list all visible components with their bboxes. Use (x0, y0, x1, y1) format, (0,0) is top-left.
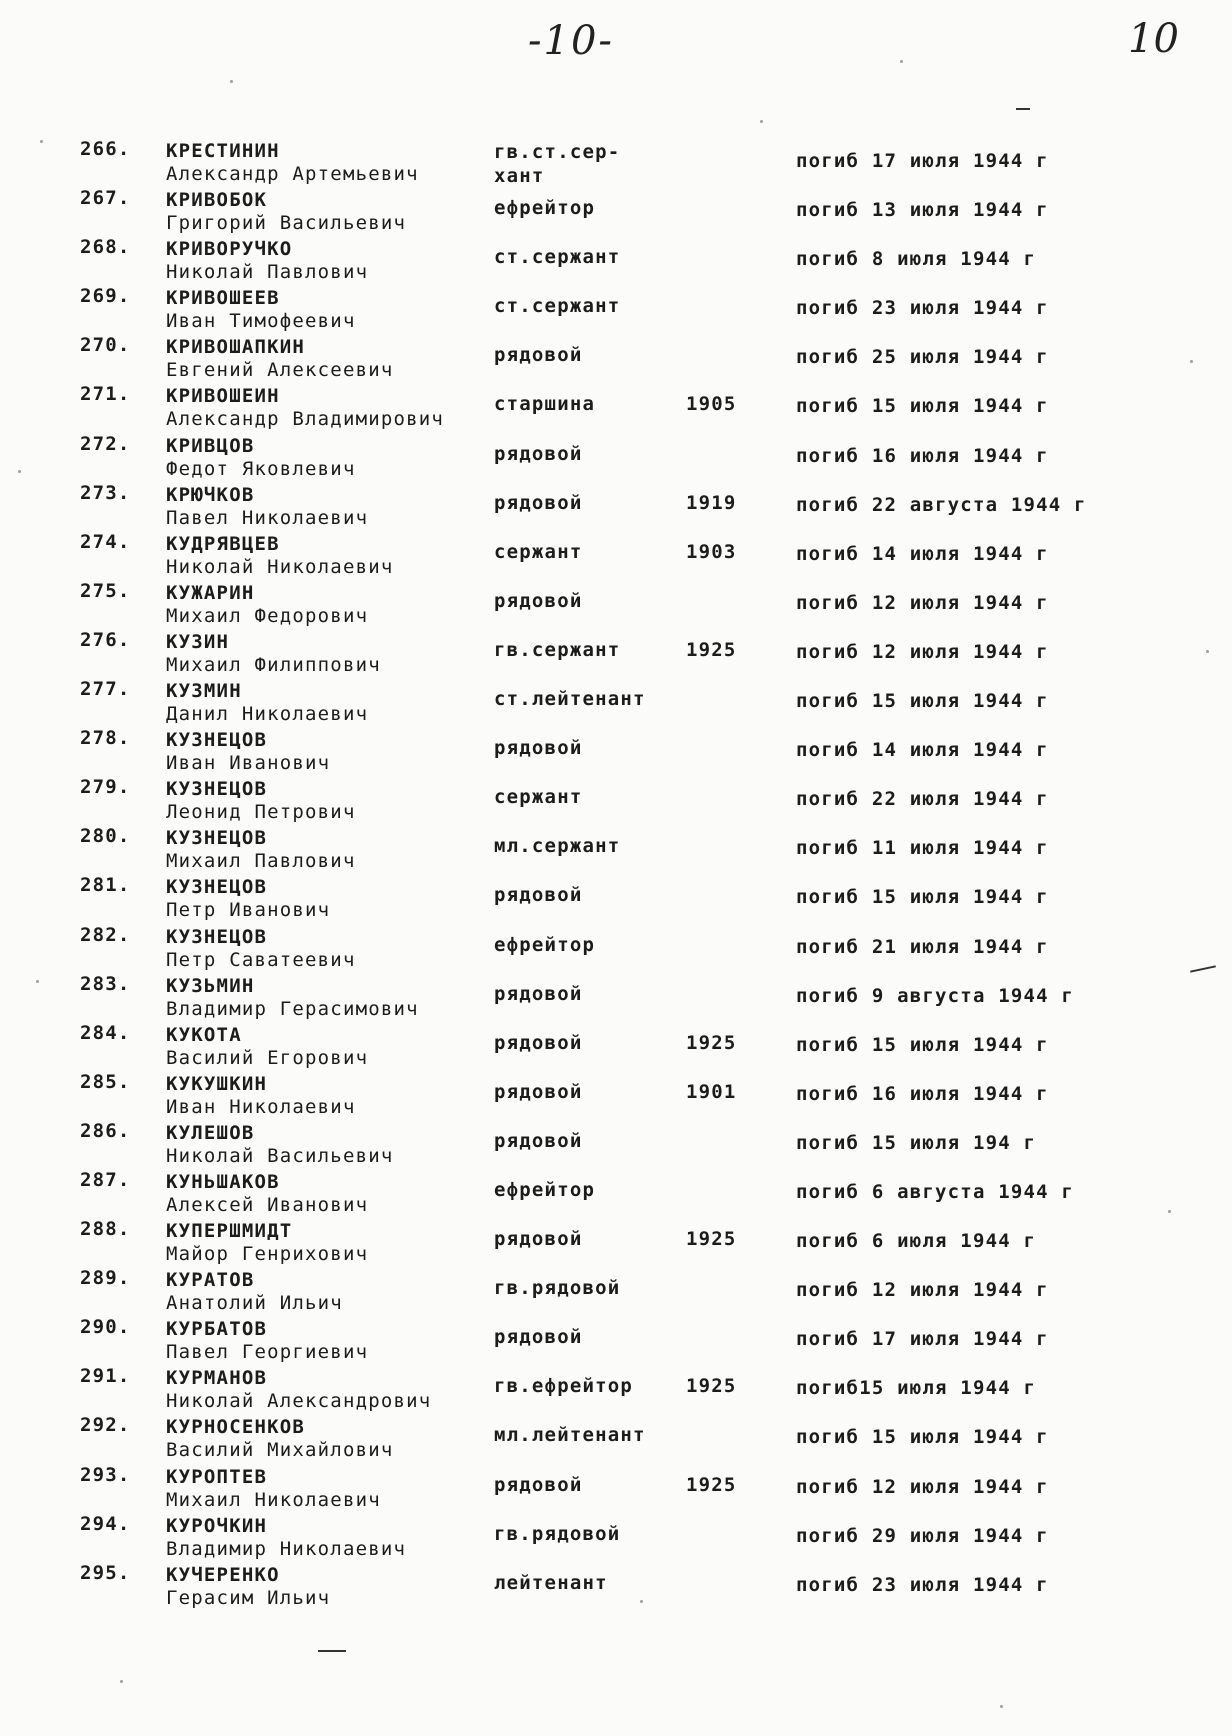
surname: КРИВОШЕЕВ (166, 287, 280, 310)
list-item (0, 334, 1232, 383)
death-date: погиб 6 августа 1944 г (796, 1180, 1075, 1203)
record-number: 284. (80, 1021, 131, 1044)
military-rank: гв.ст.сер- хант (494, 141, 621, 187)
given-name: Николай Александрович (166, 1390, 432, 1413)
death-date: погиб 23 июля 1944 г (796, 297, 1049, 320)
given-name: Василий Егорович (166, 1046, 369, 1069)
death-date: погиб 21 июля 1944 г (796, 935, 1049, 958)
list-item (0, 1316, 1232, 1365)
given-name: Александр Владимирович (166, 408, 445, 431)
death-date: погиб 15 июля 1944 г (796, 886, 1049, 909)
list-item (0, 629, 1232, 678)
military-rank: рядовой (494, 1473, 583, 1496)
surname: КРИВОБОК (166, 189, 268, 212)
death-date: погиб 15 июля 1944 г (796, 395, 1049, 418)
military-rank: сержант (494, 786, 583, 809)
list-item (0, 1414, 1232, 1463)
death-date: погиб 9 августа 1944 г (796, 984, 1075, 1007)
death-date: погиб 22 июля 1944 г (796, 788, 1049, 811)
list-item (0, 727, 1232, 776)
death-date: погиб 15 июля 1944 г (796, 1426, 1049, 1449)
list-item (0, 482, 1232, 531)
record-number: 270. (80, 334, 131, 357)
record-number: 295. (80, 1561, 131, 1584)
surname: КУНЬШАКОВ (166, 1170, 280, 1193)
record-number: 282. (80, 923, 131, 946)
list-item (0, 1513, 1232, 1562)
given-name: Герасим Ильич (166, 1586, 331, 1609)
military-rank: гв.ефрейтор (494, 1375, 634, 1398)
list-item (0, 776, 1232, 825)
surname: КУЗМИН (166, 680, 242, 703)
military-rank: рядовой (494, 982, 583, 1005)
death-date: погиб 16 июля 1944 г (796, 444, 1049, 467)
list-item (0, 825, 1232, 874)
surname: КУЗНЕЦОВ (166, 729, 268, 752)
surname: КУДРЯВЦЕВ (166, 532, 280, 555)
military-rank: гв.рядовой (494, 1277, 621, 1300)
military-rank: ефрейтор (494, 1178, 596, 1201)
record-number: 277. (80, 678, 131, 701)
birth-year: 1925 (686, 1228, 737, 1251)
birth-year: 1925 (686, 1375, 737, 1398)
surname: КУЗНЕЦОВ (166, 876, 268, 899)
list-item (0, 924, 1232, 973)
list-item (0, 1464, 1232, 1513)
page-number: -10- (528, 18, 614, 64)
military-rank: рядовой (494, 1129, 583, 1152)
record-number: 274. (80, 530, 131, 553)
given-name: Иван Иванович (166, 752, 331, 775)
surname: КУРНОСЕНКОВ (166, 1416, 306, 1439)
given-name: Михаил Павлович (166, 850, 356, 873)
record-number: 283. (80, 972, 131, 995)
surname: КУЗНЕЦОВ (166, 778, 268, 801)
record-number: 294. (80, 1512, 131, 1535)
military-rank: рядовой (494, 737, 583, 760)
surname: КУКОТА (166, 1023, 242, 1046)
death-date: погиб 23 июля 1944 г (796, 1573, 1049, 1596)
list-item (0, 1218, 1232, 1267)
death-date: погиб15 июля 1944 г (796, 1377, 1037, 1400)
given-name: Николай Николаевич (166, 555, 394, 578)
list-item (0, 187, 1232, 236)
surname: КУЧЕРЕНКО (166, 1563, 280, 1586)
given-name: Алексей Иванович (166, 1193, 369, 1216)
military-rank: лейтенант (494, 1571, 608, 1594)
list-item (0, 1562, 1232, 1611)
record-number: 271. (80, 383, 131, 406)
death-date: погиб 15 июля 194 г (796, 1131, 1037, 1154)
record-number: 287. (80, 1168, 131, 1191)
death-date: погиб 15 июля 1944 г (796, 690, 1049, 713)
surname: КРИВЦОВ (166, 434, 255, 457)
record-number: 273. (80, 481, 131, 504)
given-name: Михаил Николаевич (166, 1488, 381, 1511)
surname: КУРАТОВ (166, 1269, 255, 1292)
pen-mark (318, 1650, 346, 1652)
surname: КУЗНЕЦОВ (166, 925, 268, 948)
military-rank: рядовой (494, 589, 583, 612)
list-item (0, 383, 1232, 432)
military-rank: ст.лейтенант (494, 688, 646, 711)
military-rank: гв.сержант (494, 638, 621, 661)
death-date: погиб 16 июля 1944 г (796, 1082, 1049, 1105)
military-rank: рядовой (494, 1326, 583, 1349)
death-date: погиб 29 июля 1944 г (796, 1524, 1049, 1547)
military-rank: гв.рядовой (494, 1522, 621, 1545)
record-number: 280. (80, 825, 131, 848)
military-rank: рядовой (494, 442, 583, 465)
death-date: погиб 17 июля 1944 г (796, 1328, 1049, 1351)
given-name: Иван Николаевич (166, 1095, 356, 1118)
given-name: Владимир Николаевич (166, 1537, 407, 1560)
corner-page-number: 10 (1128, 16, 1179, 62)
list-item (0, 973, 1232, 1022)
record-number: 292. (80, 1414, 131, 1437)
record-number: 288. (80, 1218, 131, 1241)
record-number: 272. (80, 432, 131, 455)
death-date: погиб 12 июля 1944 г (796, 640, 1049, 663)
given-name: Федот Яковлевич (166, 457, 356, 480)
military-rank: рядовой (494, 491, 583, 514)
record-number: 275. (80, 579, 131, 602)
death-date: погиб 8 июля 1944 г (796, 248, 1037, 271)
list-item (0, 433, 1232, 482)
surname: КУЛЕШОВ (166, 1121, 255, 1144)
list-item (0, 874, 1232, 923)
death-date: погиб 12 июля 1944 г (796, 1279, 1049, 1302)
list-item (0, 1022, 1232, 1071)
list-item (0, 285, 1232, 334)
surname: КУРОЧКИН (166, 1514, 268, 1537)
military-rank: ст.сержант (494, 246, 621, 269)
death-date: погиб 12 июля 1944 г (796, 591, 1049, 614)
surname: КРИВОРУЧКО (166, 238, 293, 261)
military-rank: рядовой (494, 1031, 583, 1054)
military-rank: рядовой (494, 1080, 583, 1103)
birth-year: 1925 (686, 1473, 737, 1496)
military-rank: ефрейтор (494, 933, 596, 956)
record-number: 279. (80, 776, 131, 799)
surname: КРЮЧКОВ (166, 483, 255, 506)
given-name: Михаил Филиппович (166, 653, 381, 676)
given-name: Григорий Васильевич (166, 212, 407, 235)
list-item (0, 1169, 1232, 1218)
record-number: 286. (80, 1119, 131, 1142)
given-name: Данил Николаевич (166, 703, 369, 726)
military-rank: сержант (494, 540, 583, 563)
military-rank: ефрейтор (494, 197, 596, 220)
list-item (0, 1267, 1232, 1316)
list-item (0, 1365, 1232, 1414)
record-number: 278. (80, 727, 131, 750)
birth-year: 1903 (686, 540, 737, 563)
given-name: Леонид Петрович (166, 801, 356, 824)
death-date: погиб 22 августа 1944 г (796, 493, 1087, 516)
surname: КУЗНЕЦОВ (166, 827, 268, 850)
death-date: погиб 6 июля 1944 г (796, 1230, 1037, 1253)
list-item (0, 678, 1232, 727)
record-number: 276. (80, 628, 131, 651)
surname: КРИВОШЕИН (166, 385, 280, 408)
birth-year: 1919 (686, 491, 737, 514)
given-name: Анатолий Ильич (166, 1292, 343, 1315)
surname: КУЖАРИН (166, 581, 255, 604)
surname: КУЗИН (166, 630, 230, 653)
given-name: Николай Васильевич (166, 1144, 394, 1167)
given-name: Иван Тимофеевич (166, 310, 356, 333)
given-name: Михаил Федорович (166, 604, 369, 627)
record-number: 290. (80, 1316, 131, 1339)
military-rank: мл.лейтенант (494, 1424, 646, 1447)
record-number: 291. (80, 1365, 131, 1388)
death-date: погиб 13 июля 1944 г (796, 199, 1049, 222)
record-number: 269. (80, 285, 131, 308)
death-date: погиб 14 июля 1944 г (796, 739, 1049, 762)
record-number: 267. (80, 187, 131, 210)
record-number: 293. (80, 1463, 131, 1486)
given-name: Майор Генрихович (166, 1243, 369, 1266)
list-item (0, 1071, 1232, 1120)
military-rank: ст.сержант (494, 295, 621, 318)
surname: КРИВОШАПКИН (166, 336, 306, 359)
surname: КУПЕРШМИДТ (166, 1220, 293, 1243)
given-name: Александр Артемьевич (166, 163, 419, 185)
record-number: 285. (80, 1070, 131, 1093)
given-name: Василий Михайлович (166, 1439, 394, 1462)
given-name: Павел Георгиевич (166, 1341, 369, 1364)
surname: КУРБАТОВ (166, 1318, 268, 1341)
given-name: Евгений Алексеевич (166, 359, 394, 382)
list-item (0, 580, 1232, 629)
given-name: Павел Николаевич (166, 506, 369, 529)
death-date: погиб 12 июля 1944 г (796, 1475, 1049, 1498)
death-date: погиб 17 июля 1944 г (796, 150, 1049, 172)
surname: КУКУШКИН (166, 1072, 268, 1095)
given-name: Петр Саватеевич (166, 948, 356, 971)
death-date: погиб 15 июля 1944 г (796, 1033, 1049, 1056)
military-rank: рядовой (494, 344, 583, 367)
list-item (0, 236, 1232, 285)
military-rank: мл.сержант (494, 835, 621, 858)
surname: КУРМАНОВ (166, 1367, 268, 1390)
pen-mark (1016, 108, 1030, 110)
birth-year: 1925 (686, 1031, 737, 1054)
military-rank: рядовой (494, 884, 583, 907)
record-number: 289. (80, 1267, 131, 1290)
death-date: погиб 14 июля 1944 г (796, 542, 1049, 565)
list-item (0, 138, 1232, 187)
birth-year: 1925 (686, 638, 737, 661)
birth-year: 1901 (686, 1080, 737, 1103)
casualty-list (0, 138, 1232, 1611)
death-date: погиб 25 июля 1944 г (796, 346, 1049, 369)
birth-year: 1905 (686, 393, 737, 416)
military-rank: старшина (494, 393, 596, 416)
list-item (0, 1120, 1232, 1169)
given-name: Петр Иванович (166, 899, 331, 922)
list-item (0, 531, 1232, 580)
military-rank: рядовой (494, 1228, 583, 1251)
given-name: Николай Павлович (166, 261, 369, 284)
given-name: Владимир Герасимович (166, 997, 419, 1020)
record-number: 268. (80, 236, 131, 259)
surname: КРЕСТИНИН (166, 140, 280, 162)
death-date: погиб 11 июля 1944 г (796, 837, 1049, 860)
surname: КУЗЬМИН (166, 974, 255, 997)
record-number: 266. (80, 138, 131, 160)
record-number: 281. (80, 874, 131, 897)
surname: КУРОПТЕВ (166, 1465, 268, 1488)
